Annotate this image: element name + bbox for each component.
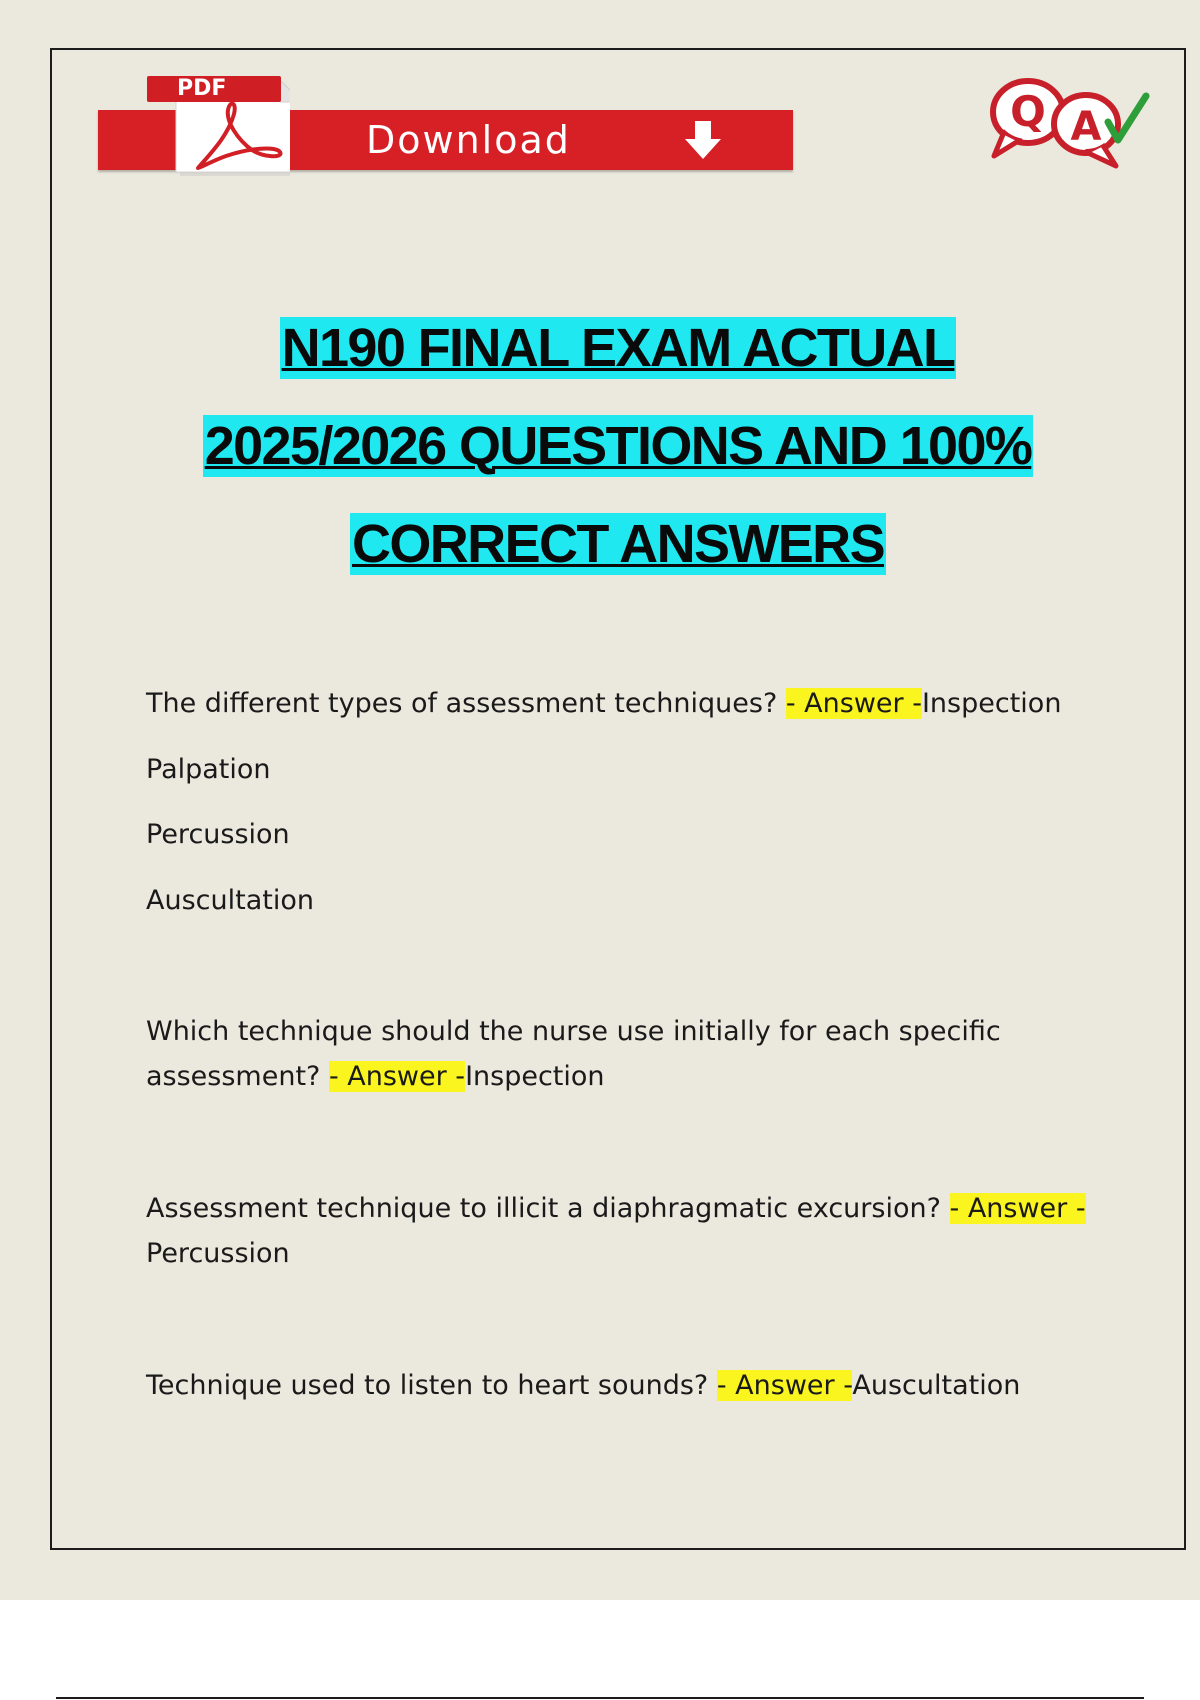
title-line-2: 2025/2026 QUESTIONS AND 100% — [204, 416, 1032, 476]
qa-logo-a: A — [1070, 104, 1102, 150]
download-banner[interactable] — [98, 70, 793, 176]
title-line-1: N190 FINAL EXAM ACTUAL — [281, 318, 955, 378]
title-line-3: CORRECT ANSWERS — [351, 514, 884, 574]
question-text: Technique used to listen to heart sounds? — [146, 1370, 717, 1401]
question-4 — [146, 1366, 1020, 1406]
answer-text: Auscultation — [852, 1370, 1021, 1401]
question-text: Assessment technique to illicit a diaphragmatic excursion? — [146, 1193, 950, 1224]
question-text: Which technique should the nurse use initially for each specific — [146, 1016, 1001, 1047]
acrobat-icon — [180, 96, 300, 176]
download-label[interactable]: Download — [366, 118, 571, 162]
answer-extra-line: Palpation — [146, 754, 271, 785]
answer-marker: - Answer - — [716, 1370, 853, 1401]
download-arrow-icon — [683, 119, 723, 163]
pdf-file-icon — [142, 72, 290, 176]
pdf-label: PDF — [147, 76, 281, 102]
question-3 — [146, 1189, 1086, 1229]
answer-marker: - Answer - — [328, 1061, 466, 1092]
answer-marker: - Answer - — [785, 688, 922, 719]
question-text: The different types of assessment techniques? — [146, 688, 786, 719]
question-text: assessment? — [146, 1061, 329, 1092]
answer-extra-line: Percussion — [146, 819, 290, 850]
answer-text: Inspection — [921, 688, 1062, 719]
answer-text-line: Percussion — [146, 1238, 290, 1269]
document-title — [60, 312, 1176, 606]
answer-text: Inspection — [465, 1061, 605, 1092]
bottom-divider — [56, 1697, 1144, 1699]
answer-extra-line: Auscultation — [146, 885, 314, 916]
question-2-continued — [146, 1057, 605, 1097]
qa-speech-bubbles-icon — [990, 70, 1150, 170]
document-frame — [50, 48, 1186, 1550]
question-2 — [146, 1012, 1001, 1052]
question-1 — [146, 684, 1061, 724]
qa-logo-q: Q — [1010, 87, 1046, 136]
answer-marker: - Answer - — [949, 1193, 1086, 1224]
